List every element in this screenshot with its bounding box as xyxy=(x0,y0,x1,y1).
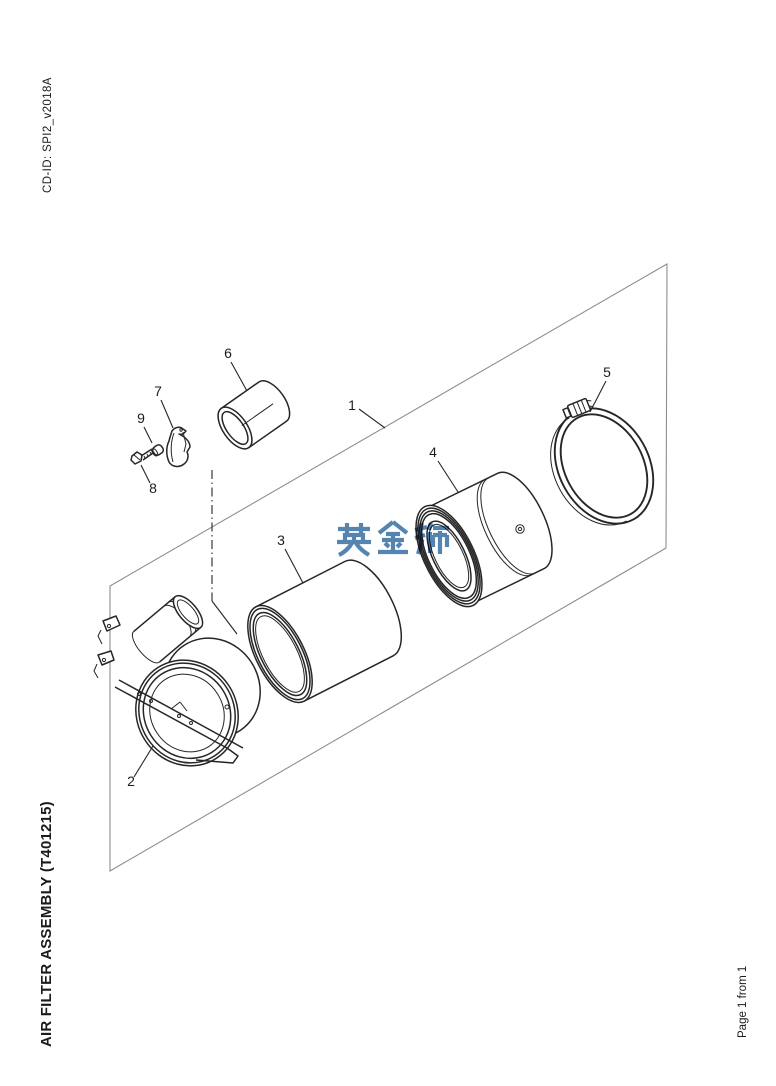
leader-3 xyxy=(285,549,303,583)
part-9-cap-nut xyxy=(150,443,164,457)
callout-9: 9 xyxy=(137,410,145,426)
part-8-bolt xyxy=(131,449,153,464)
leader-6 xyxy=(231,362,247,391)
latch-clip-upper xyxy=(103,616,120,631)
callout-6: 6 xyxy=(224,345,232,361)
callout-8: 8 xyxy=(149,480,157,496)
callout-5: 5 xyxy=(603,364,611,380)
callout-2: 2 xyxy=(127,773,135,789)
part-6-adapter-sleeve xyxy=(211,375,296,454)
leader-5 xyxy=(590,381,606,412)
assembly-title: AIR FILTER ASSEMBLY (T401215) xyxy=(38,801,55,1047)
assembly-axis-connector xyxy=(212,601,237,634)
part-7-clip xyxy=(167,427,190,466)
callout-1: 1 xyxy=(348,397,356,413)
bolt-head xyxy=(131,452,142,464)
leader-4 xyxy=(438,461,458,492)
callout-3: 3 xyxy=(277,532,285,548)
leader-2 xyxy=(134,746,153,777)
callout-7: 7 xyxy=(154,383,162,399)
clip-outline xyxy=(167,427,190,466)
canister-rivet-outer xyxy=(516,525,524,533)
page-indicator: Page 1 from 1 xyxy=(737,965,749,1038)
leader-1 xyxy=(359,409,385,428)
cd-id-label: CD-ID: SPI2_v2018A xyxy=(42,77,54,193)
latch-clip-lower xyxy=(98,651,114,665)
callout-4: 4 xyxy=(429,444,437,460)
part-3-filter-element xyxy=(235,550,415,712)
latch-wire-upper xyxy=(98,630,102,644)
part-5-hose-clamp xyxy=(531,391,673,544)
isometric-plane xyxy=(110,264,667,871)
clamp-band-outer xyxy=(535,391,673,541)
leader-9 xyxy=(144,427,152,443)
latch-wire-lower xyxy=(94,664,98,678)
leader-7 xyxy=(161,400,173,428)
